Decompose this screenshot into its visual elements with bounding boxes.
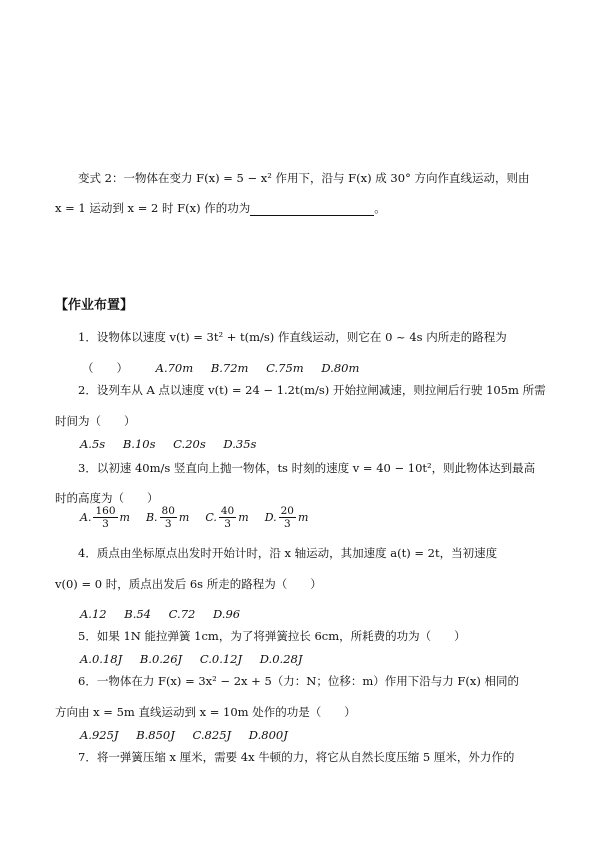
problem-7-stem-line1: 7．将一弹簧压缩 x 厘米，需要 4x 牛顿的力，将它从自然长度压缩 5 厘米，外力作的 bbox=[78, 750, 515, 764]
problem-1-option-a: A.70m bbox=[155, 361, 194, 375]
problem-2-option-a: A.5s bbox=[80, 437, 106, 451]
problem-3-stem-line2: 时的高度为（ ） bbox=[55, 491, 159, 505]
problem-5-options bbox=[80, 651, 316, 667]
problem-2-option-c: C.20s bbox=[173, 437, 206, 451]
problem-6-options bbox=[80, 727, 302, 743]
problem-2-stem-line1: 2．设列车从 A 点以速度 v(t) = 24 − 1.2t(m/s) 开始拉闸减速，则拉闸后行驶 105m 所需 bbox=[78, 383, 546, 397]
problem-4-option-b: B.54 bbox=[124, 607, 151, 621]
problem-5-option-b: B.0.26J bbox=[139, 652, 183, 666]
problem-6-option-d: D.800J bbox=[248, 728, 288, 742]
variant2-line2-text: x = 1 运动到 x = 2 时 F(x) 作的功为 bbox=[55, 201, 251, 215]
problem-5-option-a: A.0.18J bbox=[80, 652, 123, 666]
problem-4-option-c: C.72 bbox=[168, 607, 196, 621]
fraction: $\frac{80}{3}$ bbox=[161, 505, 175, 530]
problem-5-option-d: D.0.28J bbox=[259, 652, 303, 666]
problem-1-option-d: D.80m bbox=[321, 361, 360, 375]
problem-2-option-b: B.10s bbox=[122, 437, 156, 451]
problem-5-stem: 5．如果 1N 能拉弹簧 1cm，为了将弹簧拉长 6cm，所耗费的功为（ ） bbox=[78, 629, 466, 643]
problem-6-option-b: B.850J bbox=[136, 728, 175, 742]
problem-2-option-d: D.35s bbox=[223, 437, 257, 451]
problem-3-stem-line1: 3．以初速 40m/s 竖直向上抛一物体，ts 时刻的速度 v = 40 − 10t²，则此物体达到最高 bbox=[78, 461, 536, 475]
problem-1-option-b: B.72m bbox=[210, 361, 249, 375]
fraction: $\frac{160}{3}$ bbox=[95, 505, 116, 530]
answer-blank bbox=[250, 203, 374, 216]
fraction: $\frac{40}{3}$ bbox=[220, 505, 235, 530]
problem-1-options bbox=[82, 360, 373, 376]
problem-4-options bbox=[80, 606, 254, 622]
problem-2-options bbox=[80, 436, 270, 452]
variant2-line2 bbox=[55, 200, 386, 216]
problem-3-options bbox=[80, 505, 324, 530]
fraction: $\frac{20}{3}$ bbox=[280, 505, 294, 530]
problem-1-stem: 1．设物体以速度 v(t) = 3t² + t(m/s) 作直线运动，则它在 0 ~ 4s 内所走的路程为 bbox=[78, 330, 507, 344]
variant2-line2-end: 。 bbox=[374, 201, 386, 215]
problem-1-bracket: （ ） bbox=[82, 361, 128, 375]
problem-6-option-a: A.925J bbox=[80, 728, 119, 742]
problem-6-stem-line2: 方向由 x = 5m 直线运动到 x = 10m 处作的功是（ ） bbox=[55, 705, 356, 719]
problem-6-stem-line1: 6．一物体在力 F(x) = 3x² − 2x + 5（力：N；位移：m）作用下沿与力 F(x) 相同的 bbox=[78, 674, 519, 688]
problem-6-option-c: C.825J bbox=[192, 728, 232, 742]
problem-1-option-c: C.75m bbox=[266, 361, 304, 375]
variant2-line1: 变式 2：一物体在变力 F(x) = 5 − x² 作用下，沿与 F(x) 成 30° 方向作直线运动，则由 bbox=[78, 171, 530, 185]
problem-4-option-a: A.12 bbox=[80, 607, 107, 621]
problem-2-stem-line2: 时间为（ ） bbox=[55, 414, 136, 428]
problem-3-option-b: B. $\frac{80}{3}$ m bbox=[145, 505, 190, 530]
problem-4-option-d: D.96 bbox=[213, 607, 241, 621]
problem-3-option-a: A. $\frac{160}{3}$ m bbox=[80, 505, 130, 530]
problem-4-stem-line1: 4．质点由坐标原点出发时开始计时，沿 x 轴运动，其加速度 a(t) = 2t，当初速度 bbox=[78, 546, 498, 560]
problem-3-option-c: C. $\frac{40}{3}$ m bbox=[205, 505, 249, 530]
problem-5-option-c: C.0.12J bbox=[199, 652, 243, 666]
problem-3-option-d: D. $\frac{20}{3}$ m bbox=[264, 505, 309, 530]
problem-4-stem-line2: v(0) = 0 时，质点出发后 6s 所走的路程为（ ） bbox=[55, 577, 322, 591]
section-heading: 【作业布置】 bbox=[55, 298, 134, 313]
